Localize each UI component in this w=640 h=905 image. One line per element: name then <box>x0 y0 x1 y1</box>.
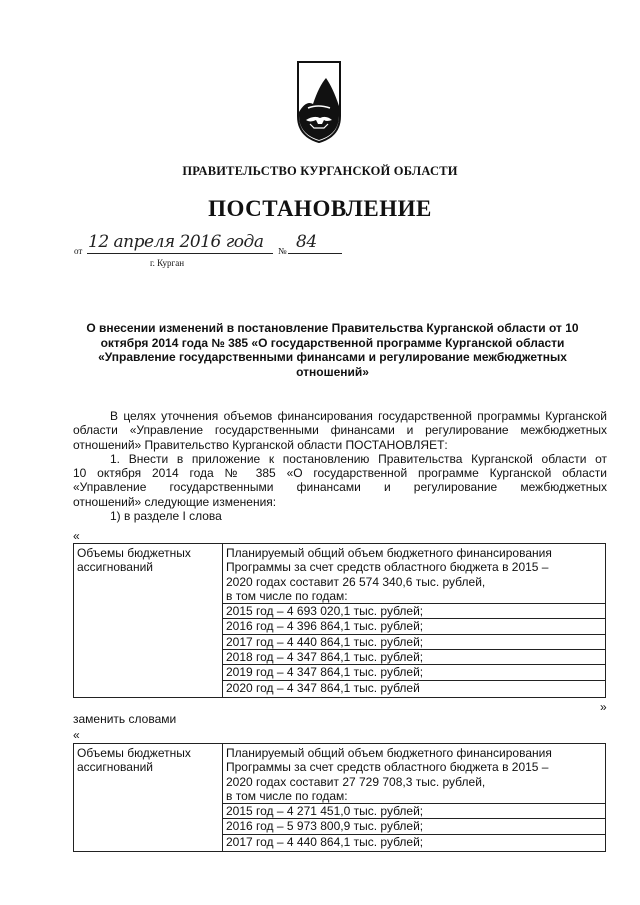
year-row: 2015 год – 4 693 020,1 тыс. рублей; <box>223 603 605 618</box>
city-name: г. Курган <box>150 258 185 268</box>
handwritten-number: 84 <box>296 232 317 252</box>
close-quote-1: » <box>600 700 607 714</box>
handwritten-date: 12 апреля 2016 года <box>88 232 264 252</box>
item-1-line-4: отношений» следующие изменения: <box>73 494 277 509</box>
body-text <box>73 409 607 523</box>
funding-values-cell <box>223 744 606 852</box>
government-name: ПРАВИТЕЛЬСТВО КУРГАНСКОЙ ОБЛАСТИ <box>182 164 458 178</box>
year-row: 2016 год – 4 396 864,1 тыс. рублей; <box>223 618 605 633</box>
table-row <box>74 744 606 852</box>
year-row: 2016 год – 5 973 800,9 тыс. рублей; <box>223 818 605 833</box>
date-underline <box>87 253 273 254</box>
subitem-1-paragraph: 1) в разделе I слова <box>110 509 222 524</box>
number-underline <box>288 253 342 254</box>
kurgan-coat-of-arms-icon <box>296 60 342 144</box>
intro-line: в том числе по годам: <box>226 788 348 803</box>
year-row: 2015 год – 4 271 451,0 тыс. рублей; <box>223 803 605 818</box>
funding-values-cell <box>223 544 606 698</box>
date-number-row <box>74 232 374 278</box>
document-subject: О внесении изменений в постановление Правительства Курганской области от 10 октября 2014 года № 385 «О государственной программе Курганской области «Управление государственными финансами и регулирование межбюджетных отношений» <box>86 321 579 379</box>
year-row: 2018 год – 4 347 864,1 тыс. рублей; <box>223 649 605 664</box>
item-1-line-1: 1. Внести в приложение к постановлению Правительства Курганской области от <box>110 451 607 466</box>
preamble-paragraph: В целях уточнения объемов финансирования государственной программы Курганской области «Управление государственными финансами и регулирование межбюджетных отношений» Правительство Курганской области ПОСТАНОВЛЯЕТ: <box>73 409 607 452</box>
intro-line: Программы за счет средств областного бюджета в 2015 – <box>226 560 549 575</box>
number-prefix: № <box>278 246 287 256</box>
item-1-line-3: «Управление государственными финансами и регулирование межбюджетных <box>73 480 607 495</box>
year-row: 2020 год – 4 347 864,1 тыс. рублей <box>223 680 605 695</box>
funding-label-cell: Объемы бюджетных ассигнований <box>74 744 223 852</box>
intro-line: 2020 годах составит 27 729 708,3 тыс. рублей, <box>226 774 486 789</box>
document-type-title: ПОСТАНОВЛЕНИЕ <box>208 196 432 221</box>
intro-line: Планируемый общий объем бюджетного финансирования <box>226 746 552 760</box>
intro-line: 2020 годах составит 26 574 340,6 тыс. рублей, <box>226 574 486 589</box>
new-funding-table <box>73 743 606 852</box>
year-row: 2017 год – 4 440 864,1 тыс. рублей; <box>223 634 605 649</box>
open-quote-2: « <box>73 728 80 742</box>
replace-with-text: заменить словами <box>73 712 177 726</box>
intro-line: Программы за счет средств областного бюджета в 2015 – <box>226 760 549 775</box>
funding-label-cell: Объемы бюджетных ассигнований <box>74 544 223 698</box>
open-quote-1: « <box>73 529 80 543</box>
year-row: 2017 год – 4 440 864,1 тыс. рублей; <box>223 834 605 849</box>
table-row <box>74 544 606 698</box>
old-funding-table <box>73 543 606 698</box>
date-prefix: от <box>74 246 83 256</box>
intro-line: Планируемый общий объем бюджетного финансирования <box>226 546 552 560</box>
intro-line: в том числе по годам: <box>226 588 348 603</box>
year-row: 2019 год – 4 347 864,1 тыс. рублей; <box>223 664 605 679</box>
item-1-line-2: 10 октября 2014 года № 385 «О государственной программе Курганской области <box>73 466 607 481</box>
